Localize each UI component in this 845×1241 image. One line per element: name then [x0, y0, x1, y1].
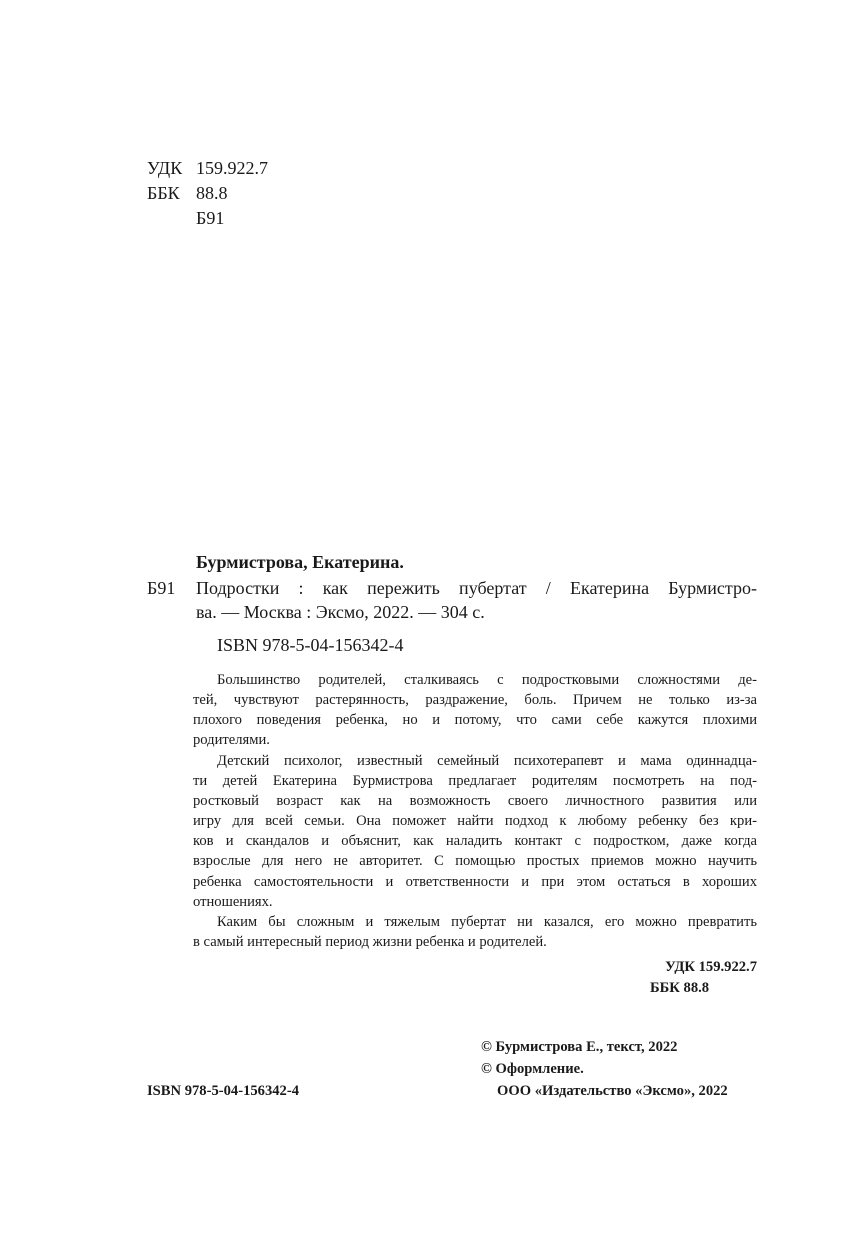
footer-bbk: ББК 88.8	[650, 980, 710, 996]
bbk-label: ББК	[147, 183, 180, 203]
footer-isbn: ISBN 978-5-04-156342-4	[147, 1083, 300, 1099]
udk-label: УДК	[147, 158, 183, 178]
entry-isbn: ISBN 978-5-04-156342-4	[217, 635, 404, 655]
copyright-line: ООО «Издательство «Эксмо», 2022	[497, 1083, 728, 1099]
abstract-line: ти детей Екатерина Бурмистрова предлагает родителям посмотреть на под-	[193, 772, 757, 789]
abstract-line: ростковый возраст как на возможность своего личностного развития или	[193, 792, 757, 809]
abstract-line: Каким бы сложным и тяжелым пубертат ни казался, его можно превратить	[217, 913, 757, 930]
copyright-line: © Оформление.	[481, 1061, 584, 1077]
abstract-line: тей, чувствуют растерянность, раздражение, боль. Причем не только из-за	[193, 692, 757, 709]
abstract-line: родителями.	[193, 732, 270, 749]
title-line: ва. — Москва : Эксмо, 2022. — 304 с.	[196, 602, 485, 622]
abstract-line: плохого поведения ребенка, но и потому, что сами себе кажутся плохими	[193, 712, 757, 729]
abstract-line: ков и скандалов и объяснит, как наладить контакт с подростком, даже когда	[193, 833, 757, 850]
entry-code: Б91	[147, 578, 176, 598]
title-line: Подростки : как пережить пубертат / Екатерина Бурмистро-	[196, 578, 757, 598]
abstract-line: взрослые для него не авторитет. С помощью простых приемов можно научить	[193, 853, 757, 870]
abstract-line: ребенка самостоятельности и ответственности и при этом остаться в хороших	[193, 873, 757, 890]
abstract-line: игру для всей семьи. Она поможет найти подход к любому ребенку без кри-	[193, 813, 757, 830]
udk-value: 159.922.7	[196, 158, 268, 178]
abstract-line: отношениях.	[193, 893, 273, 910]
abstract-line: Детский психолог, известный семейный психотерапевт и мама одиннадца-	[217, 752, 757, 769]
author-heading: Бурмистрова, Екатерина.	[196, 552, 404, 572]
author-mark: Б91	[196, 208, 225, 228]
footer-udk: УДК 159.922.7	[665, 959, 757, 975]
abstract-line: в самый интересный период жизни ребенка и родителей.	[193, 933, 547, 950]
copyright-line: © Бурмистрова Е., текст, 2022	[481, 1039, 678, 1055]
bbk-value: 88.8	[196, 183, 228, 203]
abstract-line: Большинство родителей, сталкиваясь с подростковыми сложностями де-	[217, 672, 757, 688]
